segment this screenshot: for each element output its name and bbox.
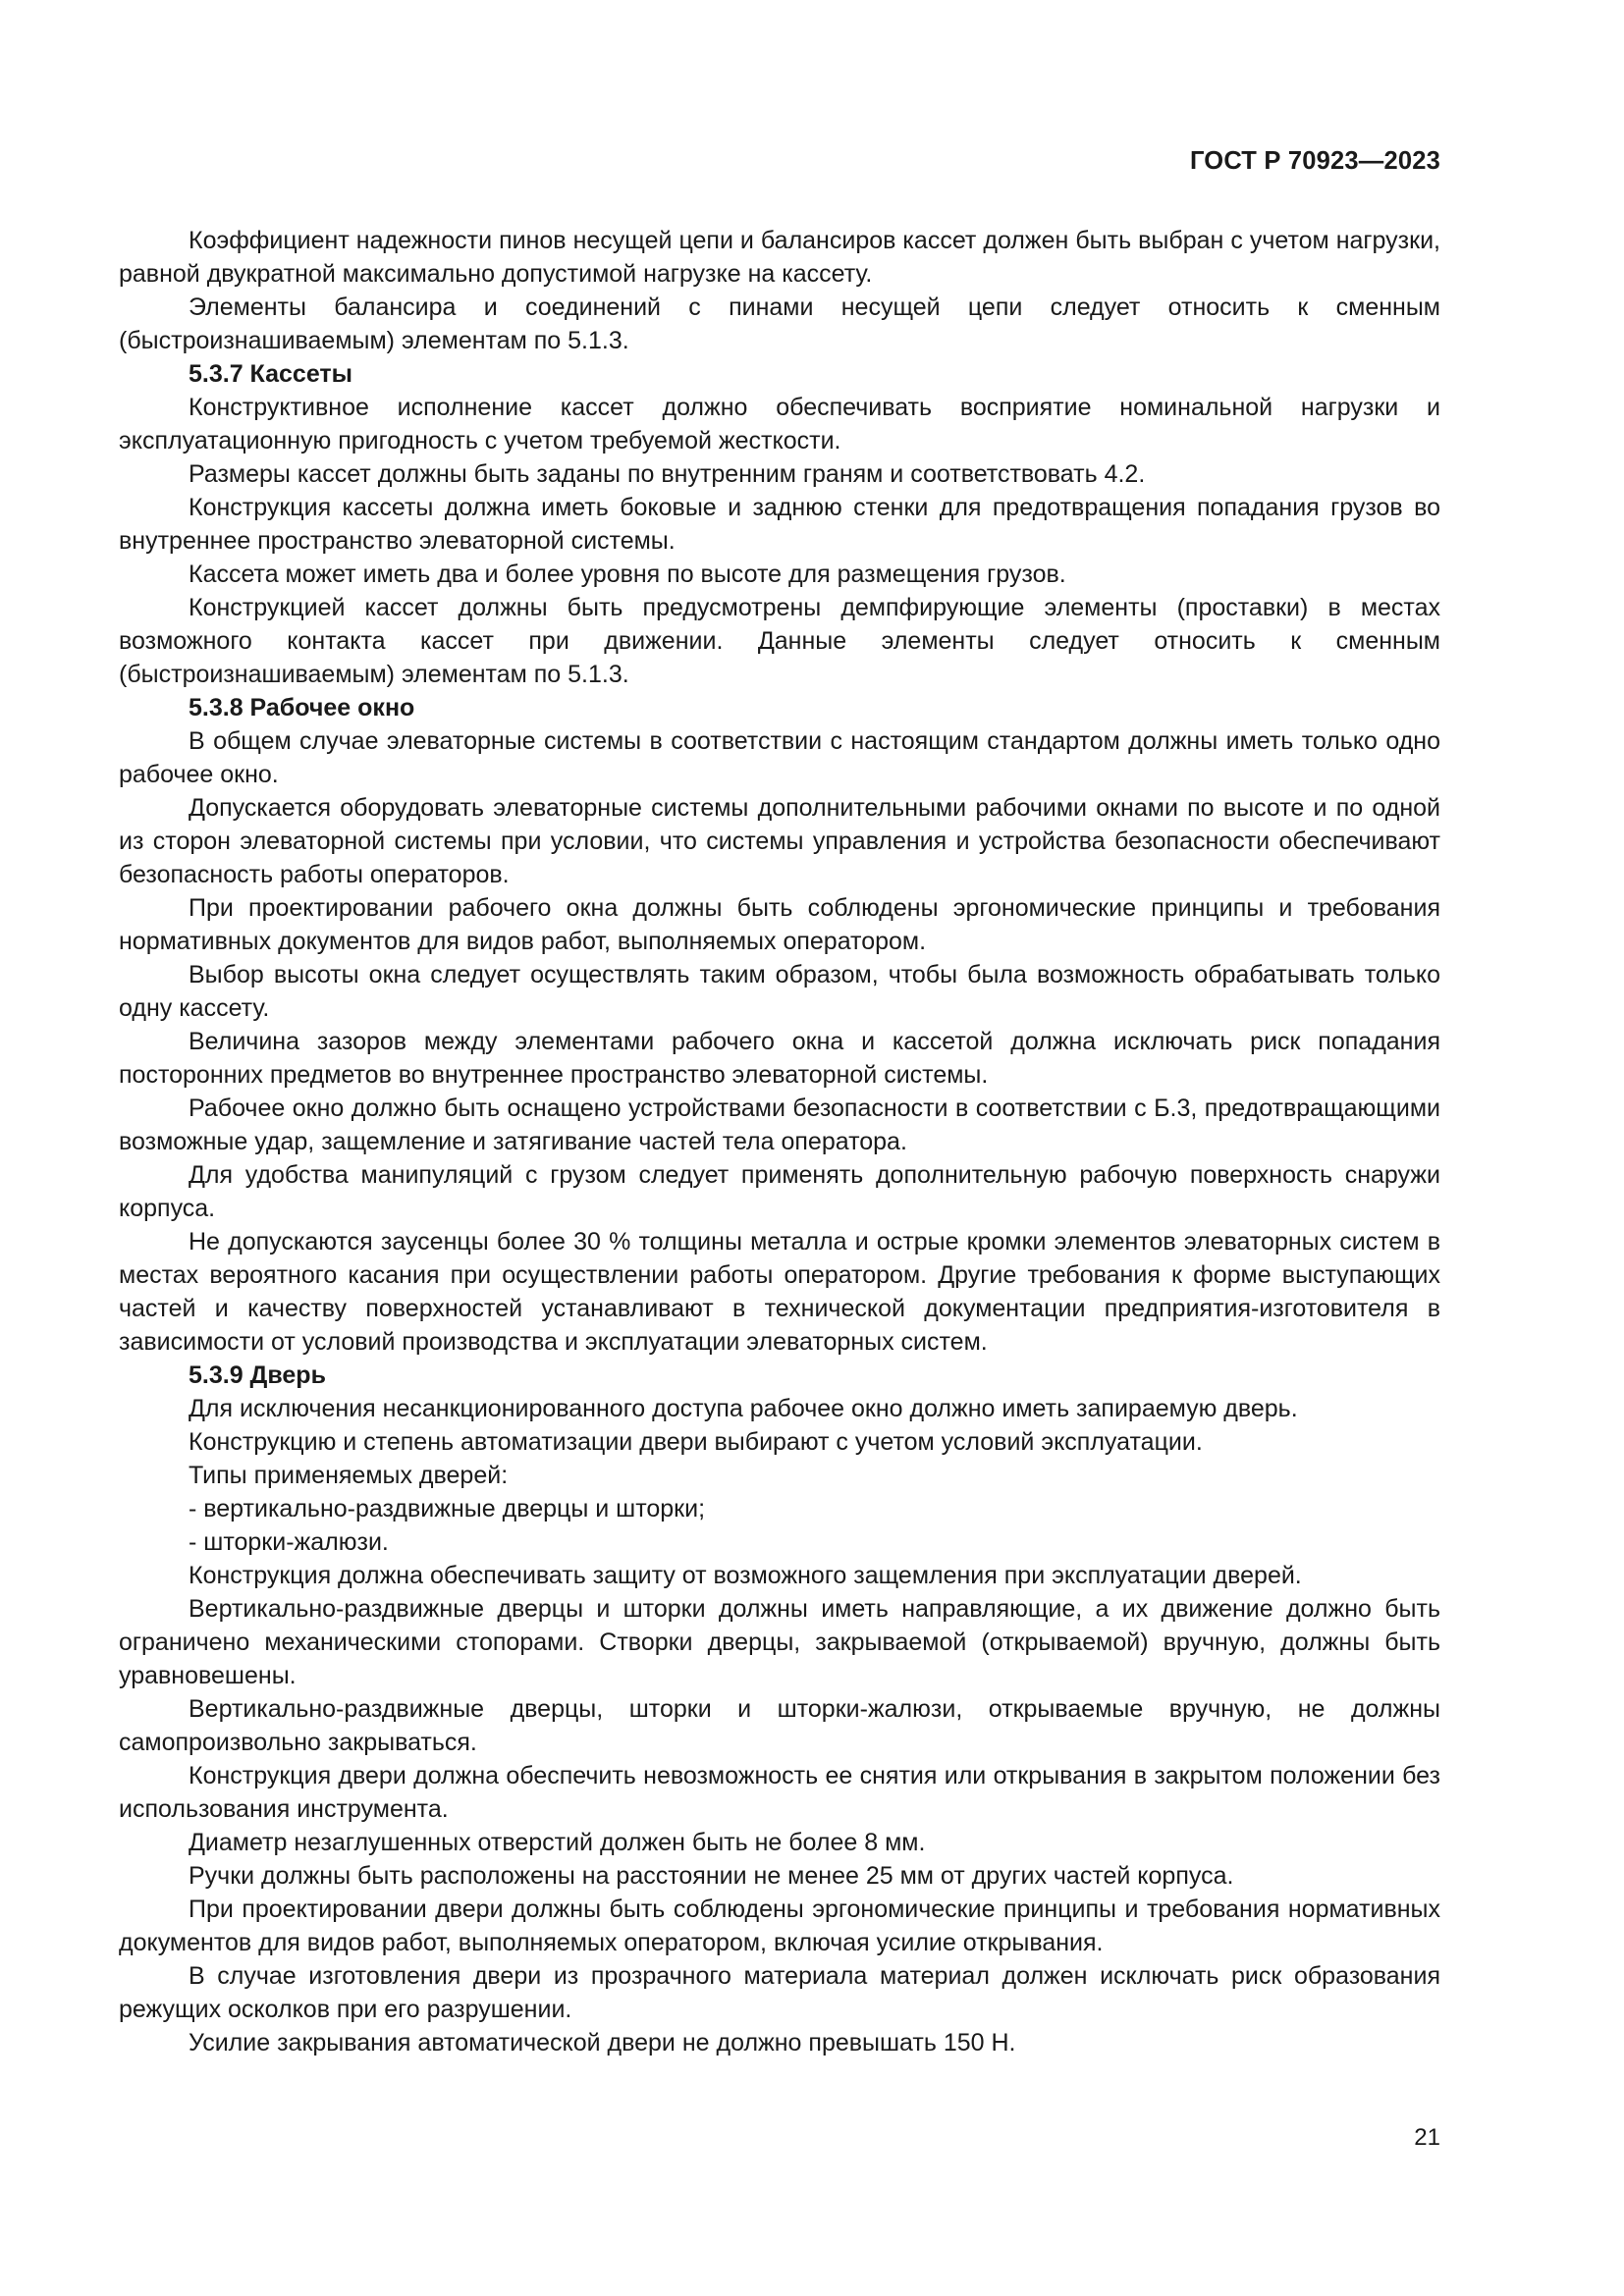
paragraph: Усилие закрывания автоматической двери не должно превышать 150 Н. <box>189 2029 1016 2056</box>
section-heading-cassettes: 5.3.7 Кассеты <box>189 360 352 388</box>
section-heading-door: 5.3.9 Дверь <box>189 1362 326 1389</box>
list-item: - шторки-жалюзи. <box>189 1528 389 1556</box>
paragraph: Выбор высоты окна следует осуществлять таким образом, чтобы была возможность обрабатывать только одну кассету. <box>119 961 1440 1022</box>
page-body <box>119 224 1440 2059</box>
page-number: 21 <box>1414 2124 1440 2151</box>
paragraph: Конструкция должна обеспечивать защиту от возможного защемления при эксплуатации дверей. <box>189 1562 1302 1589</box>
paragraph: Допускается оборудовать элеваторные системы дополнительными рабочими окнами по высоте и по одной из сторон элеваторной системы при условии, что системы управления и устройства безопасности обеспечивают безопасность работы операторов. <box>119 794 1440 888</box>
paragraph: Конструкцией кассет должны быть предусмотрены демпфирующие элементы (проставки) в местах возможного контакта кассет при движении. Данные элементы следует относить к сменным (быстроизнашиваемым) элементам по 5.1.3. <box>119 594 1440 688</box>
paragraph: Конструкция двери должна обеспечить невозможность ее снятия или открывания в закрытом положении без использования инструмента. <box>119 1762 1440 1823</box>
list-item: - вертикально-раздвижные дверцы и шторки; <box>189 1495 706 1522</box>
paragraph: В случае изготовления двери из прозрачного материала материал должен исключать риск образования режущих осколков при его разрушении. <box>119 1962 1440 2023</box>
paragraph: Элементы балансира и соединений с пинами несущей цепи следует относить к сменным (быстроизнашиваемым) элементам по 5.1.3. <box>119 294 1440 354</box>
paragraph: Диаметр незаглушенных отверстий должен быть не более 8 мм. <box>189 1829 926 1856</box>
paragraph: Не допускаются заусенцы более 30 % толщины металла и острые кромки элементов элеваторных систем в местах вероятного касания при осуществлении работы оператором. Другие требования к форме выступающих частей и качеству поверхностей устанавливают в технической документации предприятия-изготовителя в зависимости от условий производства и эксплуатации элеваторных систем. <box>119 1228 1440 1356</box>
paragraph: Вертикально-раздвижные дверцы и шторки должны иметь направляющие, а их движение должно быть ограничено механическими стопорами. Створки дверцы, закрываемой (открываемой) вручную, должны быть уравновешены. <box>119 1595 1440 1689</box>
paragraph: Рабочее окно должно быть оснащено устройствами безопасности в соответствии с Б.3, предотвращающими возможные удар, защемление и затягивание частей тела оператора. <box>119 1095 1440 1155</box>
paragraph: Типы применяемых дверей: <box>189 1462 509 1489</box>
paragraph: Конструктивное исполнение кассет должно обеспечивать восприятие номинальной нагрузки и эксплуатационную пригодность с учетом требуемой жесткости. <box>119 394 1440 454</box>
paragraph: Коэффициент надежности пинов несущей цепи и балансиров кассет должен быть выбран с учетом нагрузки, равной двукратной максимально допустимой нагрузке на кассету. <box>119 227 1440 288</box>
paragraph: Конструкцию и степень автоматизации двери выбирают с учетом условий эксплуатации. <box>189 1428 1203 1456</box>
paragraph: В общем случае элеваторные системы в соответствии с настоящим стандартом должны иметь только одно рабочее окно. <box>119 727 1440 788</box>
paragraph: Размеры кассет должны быть заданы по внутренним граням и соответствовать 4.2. <box>189 460 1146 488</box>
paragraph: Для удобства манипуляций с грузом следует применять дополнительную рабочую поверхность снаружи корпуса. <box>119 1161 1440 1222</box>
paragraph: Величина зазоров между элементами рабочего окна и кассетой должна исключать риск попадания посторонних предметов во внутреннее пространство элеваторной системы. <box>119 1028 1440 1089</box>
paragraph: Для исключения несанкционированного доступа рабочее окно должно иметь запираемую дверь. <box>189 1395 1298 1422</box>
paragraph: При проектировании рабочего окна должны быть соблюдены эргономические принципы и требования нормативных документов для видов работ, выполняемых оператором. <box>119 894 1440 955</box>
paragraph: Вертикально-раздвижные дверцы, шторки и шторки-жалюзи, открываемые вручную, не должны самопроизвольно закрываться. <box>119 1695 1440 1756</box>
section-heading-work-window: 5.3.8 Рабочее окно <box>189 694 415 721</box>
paragraph: Ручки должны быть расположены на расстоянии не менее 25 мм от других частей корпуса. <box>189 1862 1234 1890</box>
paragraph: Кассета может иметь два и более уровня по высоте для размещения грузов. <box>189 561 1066 588</box>
paragraph: Конструкция кассеты должна иметь боковые и заднюю стенки для предотвращения попадания грузов во внутреннее пространство элеваторной системы. <box>119 494 1440 555</box>
document-code: ГОСТ Р 70923—2023 <box>1189 147 1440 175</box>
paragraph: При проектировании двери должны быть соблюдены эргономические принципы и требования нормативных документов для видов работ, выполняемых оператором, включая усилие открывания. <box>119 1896 1440 1956</box>
